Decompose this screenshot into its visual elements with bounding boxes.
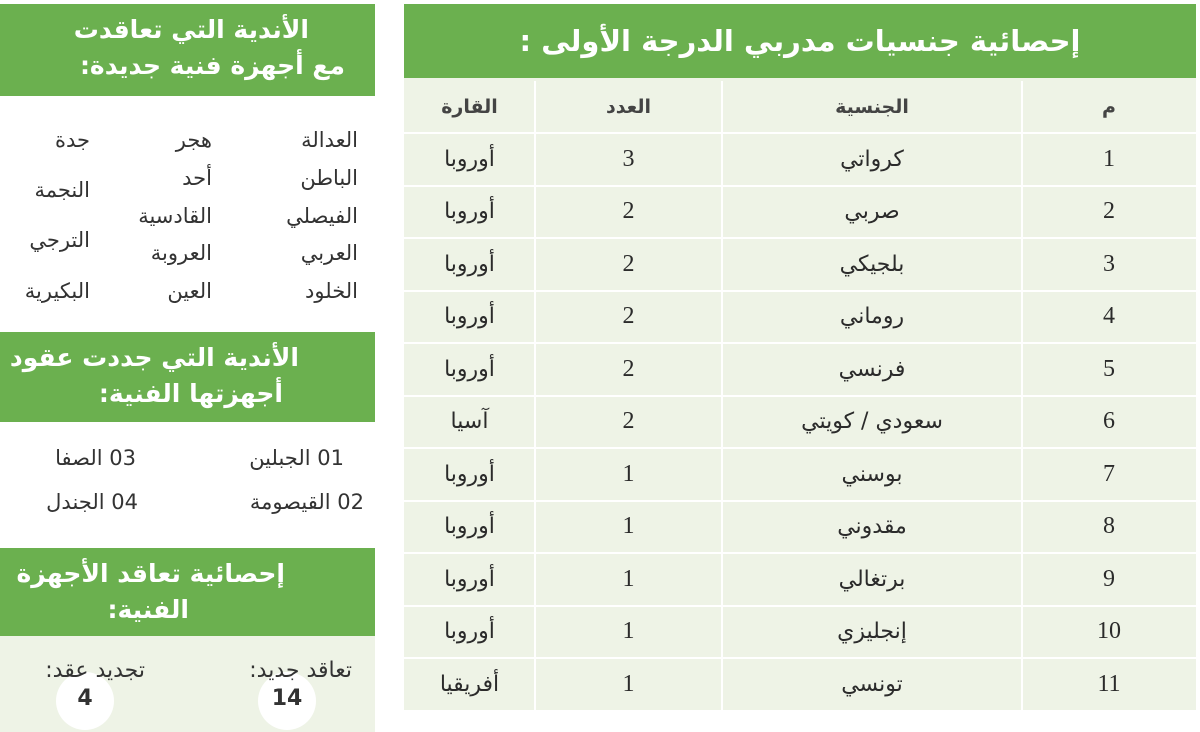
renewals-count: 4: [56, 672, 114, 730]
renewal-item: 02 القيصومة: [249, 490, 364, 514]
cell-nationality: كرواتي: [840, 146, 904, 172]
cell-nationality: مقدوني: [837, 514, 907, 540]
new-contracts-title-line1: الأندية التي تعاقدت: [73, 15, 309, 44]
cell-count: 1: [622, 670, 635, 697]
cell-index: 8: [1103, 513, 1115, 540]
cell-count: 1: [622, 565, 635, 592]
cell-continent: أوروبا: [444, 619, 495, 645]
club-name: الفيصلي: [286, 204, 358, 228]
cell-continent: أوروبا: [444, 251, 495, 277]
cell-index: 7: [1103, 460, 1115, 487]
cell-index: 3: [1103, 250, 1115, 277]
cell-continent: أوروبا: [444, 199, 495, 225]
cell-count: 2: [622, 303, 635, 330]
club-name: العربي: [300, 241, 358, 265]
cell-nationality: سعودي / كويتي: [801, 409, 943, 435]
stats-title-line2: الفنية:: [107, 595, 189, 624]
club-name: جدة: [54, 128, 90, 152]
renewals-title-line2: أجهزتها الفنية:: [98, 379, 283, 408]
cell-nationality: تونسي: [841, 671, 903, 697]
renewal-item: 04 الجندل: [46, 490, 138, 514]
renewal-item: 03 الصفا: [55, 446, 136, 470]
club-name: هجر: [175, 128, 212, 152]
cell-continent: آسيا: [450, 409, 489, 435]
new-contracts-label: تعاقد جديد:: [249, 658, 352, 683]
club-name: البكيرية: [24, 279, 90, 303]
club-name: الترجي: [29, 228, 90, 252]
header-index: م: [1102, 96, 1116, 118]
stats-header: [0, 548, 375, 636]
club-name: الباطن: [300, 166, 358, 190]
club-name: أحد: [182, 166, 212, 190]
cell-nationality: برتغالي: [838, 566, 906, 592]
cell-continent: أوروبا: [444, 146, 495, 172]
cell-nationality: إنجليزي: [837, 619, 907, 645]
cell-count: 1: [622, 460, 635, 487]
club-name: العين: [167, 279, 212, 303]
cell-count: 3: [622, 145, 635, 172]
cell-index: 4: [1103, 303, 1115, 330]
cell-index: 11: [1097, 670, 1121, 697]
new-contracts-header: [0, 4, 375, 96]
club-name: القادسية: [138, 204, 212, 228]
club-name: العدالة: [301, 128, 358, 152]
club-name: العروبة: [150, 241, 212, 265]
cell-continent: أوروبا: [444, 461, 495, 487]
cell-index: 2: [1103, 198, 1115, 225]
cell-count: 2: [622, 355, 635, 382]
club-name: النجمة: [34, 178, 90, 202]
cell-index: 1: [1103, 145, 1115, 172]
cell-index: 10: [1097, 618, 1121, 645]
cell-nationality: روماني: [839, 304, 905, 330]
new-contracts-title-line2: مع أجهزة فنية جديدة:: [79, 51, 345, 80]
cell-index: 9: [1103, 565, 1115, 592]
club-name: الخلود: [305, 279, 358, 303]
renewals-title-line1: الأندية التي جددت عقود: [9, 343, 299, 372]
renewals-label: تجديد عقد:: [45, 658, 145, 683]
cell-count: 1: [622, 513, 635, 540]
cell-count: 1: [622, 618, 635, 645]
cell-continent: أوروبا: [444, 514, 495, 540]
nationality-table: [404, 81, 1196, 710]
new-contracts-count: 14: [258, 672, 316, 730]
cell-count: 2: [622, 408, 635, 435]
stats-title-line1: إحصائية تعاقد الأجهزة: [16, 559, 285, 588]
cell-continent: أفريقيا: [439, 671, 500, 697]
table-title: إحصائية جنسيات مدربي الدرجة الأولى :: [404, 4, 1196, 78]
cell-count: 2: [622, 198, 635, 225]
cell-nationality: صربي: [844, 199, 900, 225]
header-continent: القارة: [441, 96, 498, 118]
nationality-table-panel: [404, 4, 1196, 710]
header-nationality: الجنسية: [835, 96, 909, 118]
cell-nationality: بلجيكي: [839, 251, 905, 277]
cell-continent: أوروبا: [444, 304, 495, 330]
renewal-item: 01 الجبلين: [249, 446, 344, 470]
cell-continent: أوروبا: [444, 356, 495, 382]
stats-body: [0, 636, 375, 732]
renewals-header: [0, 332, 375, 422]
cell-index: 5: [1103, 355, 1115, 382]
cell-nationality: بوسني: [841, 461, 903, 487]
cell-nationality: فرنسي: [838, 356, 906, 382]
cell-count: 2: [622, 250, 635, 277]
cell-continent: أوروبا: [444, 566, 495, 592]
cell-index: 6: [1103, 408, 1115, 435]
header-count: العدد: [605, 96, 652, 118]
